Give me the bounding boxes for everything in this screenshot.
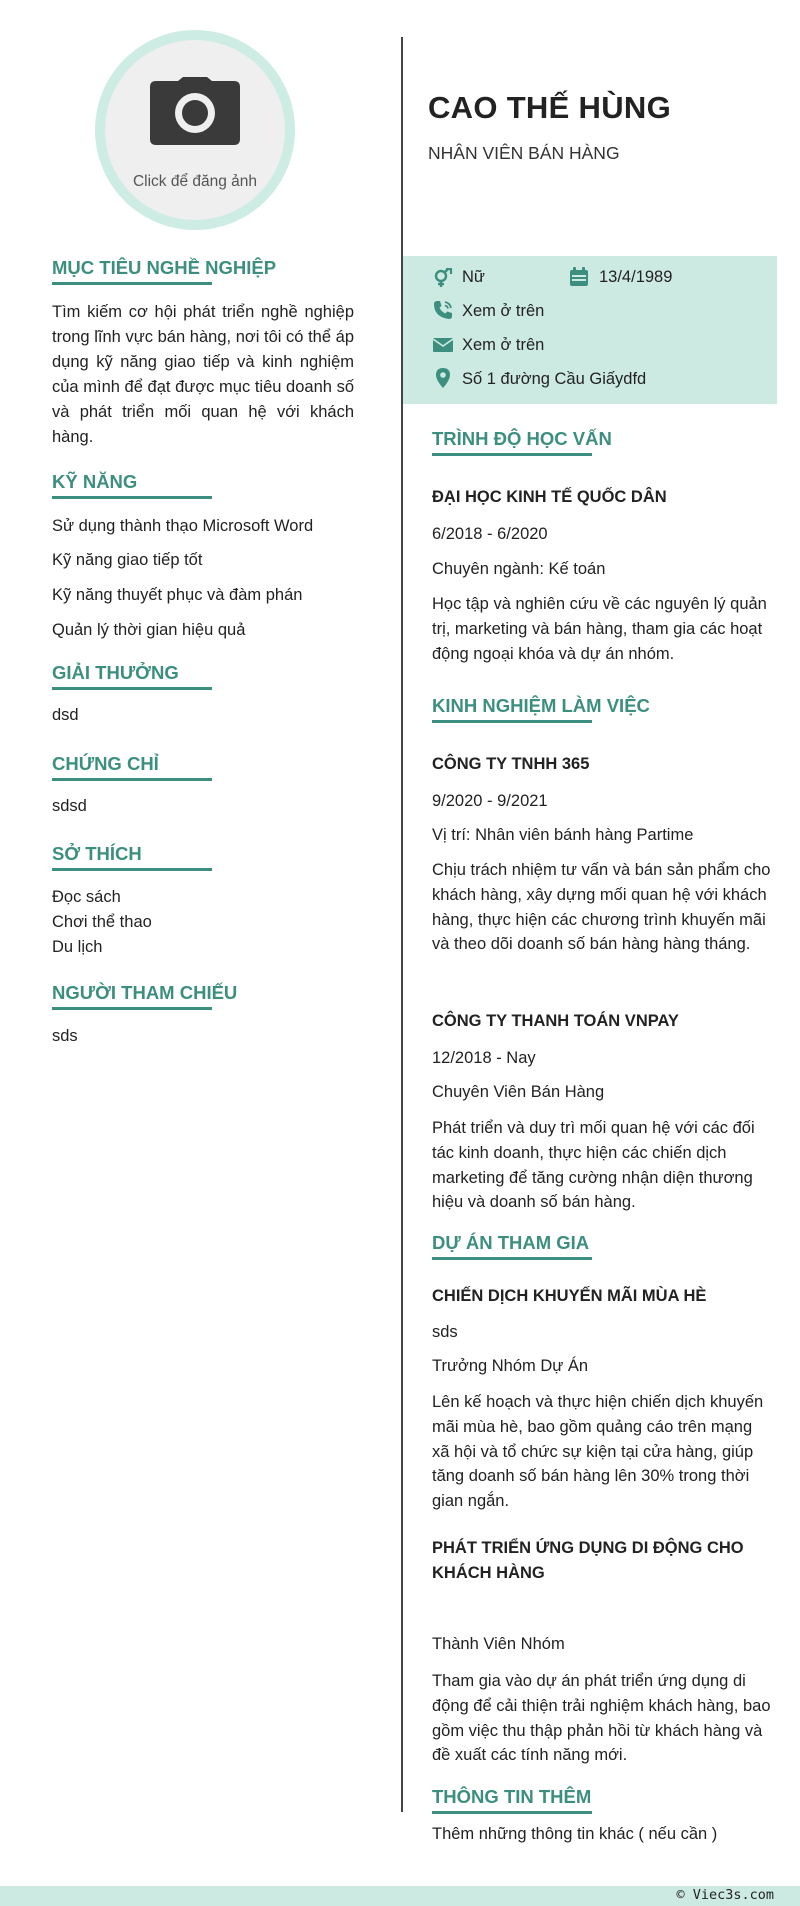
- job-company: CÔNG TY THANH TOÁN VNPAY: [432, 1012, 679, 1030]
- candidate-title: NHÂN VIÊN BÁN HÀNG: [428, 143, 620, 163]
- section-title-experience: KINH NGHIỆM LÀM VIỆC: [432, 695, 650, 716]
- skill-item: Kỹ năng thuyết phục và đàm phán: [52, 586, 303, 604]
- job-position: Chuyên Viên Bán Hàng: [432, 1083, 605, 1101]
- education-description: Học tập và nghiên cứu về các nguyên lý quản trị, marketing và bán hàng, tham gia các hoạt động ngoại khóa và dự án nhóm.: [432, 595, 767, 663]
- job-period: 12/2018 - Nay: [432, 1049, 536, 1067]
- job-description: Chịu trách nhiệm tư vấn và bán sản phẩm cho khách hàng, xây dựng mối quan hệ với khách hàng, thực hiện các chương trình khuyến mãi và theo dõi doanh số bán hàng hàng tháng.: [432, 861, 771, 954]
- education-period: 6/2018 - 6/2020: [432, 525, 548, 543]
- education-school: ĐẠI HỌC KINH TẾ QUỐC DÂN: [432, 488, 667, 506]
- references-text: sds: [52, 1027, 78, 1045]
- section-underline: [432, 1811, 592, 1814]
- hobby-item: Du lịch: [52, 938, 103, 956]
- contact-box: [403, 256, 777, 404]
- skill-item: Sử dụng thành thạo Microsoft Word: [52, 517, 314, 535]
- phone-icon: [433, 300, 453, 320]
- job-position: Vị trí: Nhân viên bánh hàng Partime: [432, 826, 694, 844]
- section-title-references: NGƯỜI THAM CHIẾU: [52, 982, 238, 1003]
- section-title-skills: KỸ NĂNG: [52, 471, 138, 492]
- project-description: Lên kế hoạch và thực hiện chiến dịch khuyến mãi mùa hè, bao gồm quảng cáo trên mạng xã hội và tổ chức sự kiện tại cửa hàng, giúp tăng doanh số bán hàng lên 30% trong thời gian ngắn.: [432, 1393, 764, 1511]
- phone-value: Xem ở trên: [462, 302, 545, 320]
- section-underline: [52, 496, 212, 499]
- section-title-additional: THÔNG TIN THÊM: [432, 1786, 592, 1807]
- objective-text: Tìm kiếm cơ hội phát triển nghề nghiệp trong lĩnh vực bán hàng, nơi tôi có thể áp dụng kỹ năng giao tiếp và kinh nghiệm của mình để đạt được mục tiêu doanh số và phát triển mối quan hệ với khách hàng.: [52, 303, 354, 446]
- section-underline: [52, 687, 212, 690]
- job-period: 9/2020 - 9/2021: [432, 792, 548, 810]
- section-title-education: TRÌNH ĐỘ HỌC VẤN: [432, 428, 612, 449]
- project-name: CHIẾN DỊCH KHUYẾN MÃI MÙA HÈ: [432, 1287, 707, 1305]
- footer-bar: [0, 1886, 800, 1906]
- education-major: Chuyên ngành: Kế toán: [432, 560, 606, 578]
- avatar-placeholder[interactable]: [105, 40, 285, 220]
- footer-copyright: © Viec3s.com: [676, 1887, 774, 1903]
- section-title-awards: GIẢI THƯỞNG: [52, 662, 179, 683]
- section-underline: [432, 1257, 592, 1260]
- section-title-projects: DỰ ÁN THAM GIA: [432, 1232, 590, 1253]
- candidate-name: CAO THẾ HÙNG: [428, 90, 671, 125]
- birthday-value: 13/4/1989: [599, 268, 673, 286]
- email-icon: [433, 335, 453, 355]
- section-title-hobbies: SỞ THÍCH: [52, 843, 142, 864]
- avatar[interactable]: [95, 30, 295, 230]
- awards-text: dsd: [52, 706, 79, 724]
- section-title-objective: MỤC TIÊU NGHỀ NGHIỆP: [52, 257, 277, 278]
- section-underline: [52, 778, 212, 781]
- section-title-certificates: CHỨNG CHỈ: [52, 753, 159, 774]
- job-description: Phát triển và duy trì mối quan hệ với các đối tác kinh doanh, thực hiện các chiến dịch marketing để tăng cường nhận diện thương hiệu và doanh số bán hàng.: [432, 1119, 755, 1212]
- skill-item: Kỹ năng giao tiếp tốt: [52, 551, 203, 569]
- job-company: CÔNG TY TNHH 365: [432, 755, 590, 773]
- section-underline: [52, 868, 212, 871]
- calendar-icon: [569, 267, 589, 287]
- camera-icon: [150, 77, 240, 145]
- section-underline: [52, 282, 212, 285]
- additional-text: Thêm những thông tin khác ( nếu cần ): [432, 1825, 718, 1843]
- email-value: Xem ở trên: [462, 336, 545, 354]
- location-icon: [433, 368, 453, 388]
- avatar-caption[interactable]: Click để đăng ảnh: [132, 173, 258, 190]
- project-role: Thành Viên Nhóm: [432, 1635, 565, 1653]
- project-period: sds: [432, 1323, 458, 1341]
- project-name: PHÁT TRIỂN ỨNG DỤNG DI ĐỘNG CHO KHÁCH HÀNG: [432, 1539, 744, 1582]
- section-underline: [432, 720, 592, 723]
- project-description: Tham gia vào dự án phát triển ứng dụng di động để cải thiện trải nghiệm khách hàng, bao gồm việc thu thập phản hồi từ khách hàng và đề xuất các tính năng mới.: [432, 1672, 771, 1765]
- address-value: Số 1 đường Cầu Giấydfd: [462, 370, 647, 388]
- hobby-item: Đọc sách: [52, 888, 121, 906]
- gender-value: Nữ: [462, 268, 485, 286]
- section-underline: [432, 453, 592, 456]
- project-role: Trưởng Nhóm Dự Án: [432, 1357, 589, 1375]
- section-underline: [52, 1007, 212, 1010]
- certificates-text: sdsd: [52, 797, 87, 815]
- hobby-item: Chơi thể thao: [52, 913, 152, 931]
- gender-icon: [433, 268, 453, 288]
- skill-item: Quản lý thời gian hiệu quả: [52, 621, 246, 639]
